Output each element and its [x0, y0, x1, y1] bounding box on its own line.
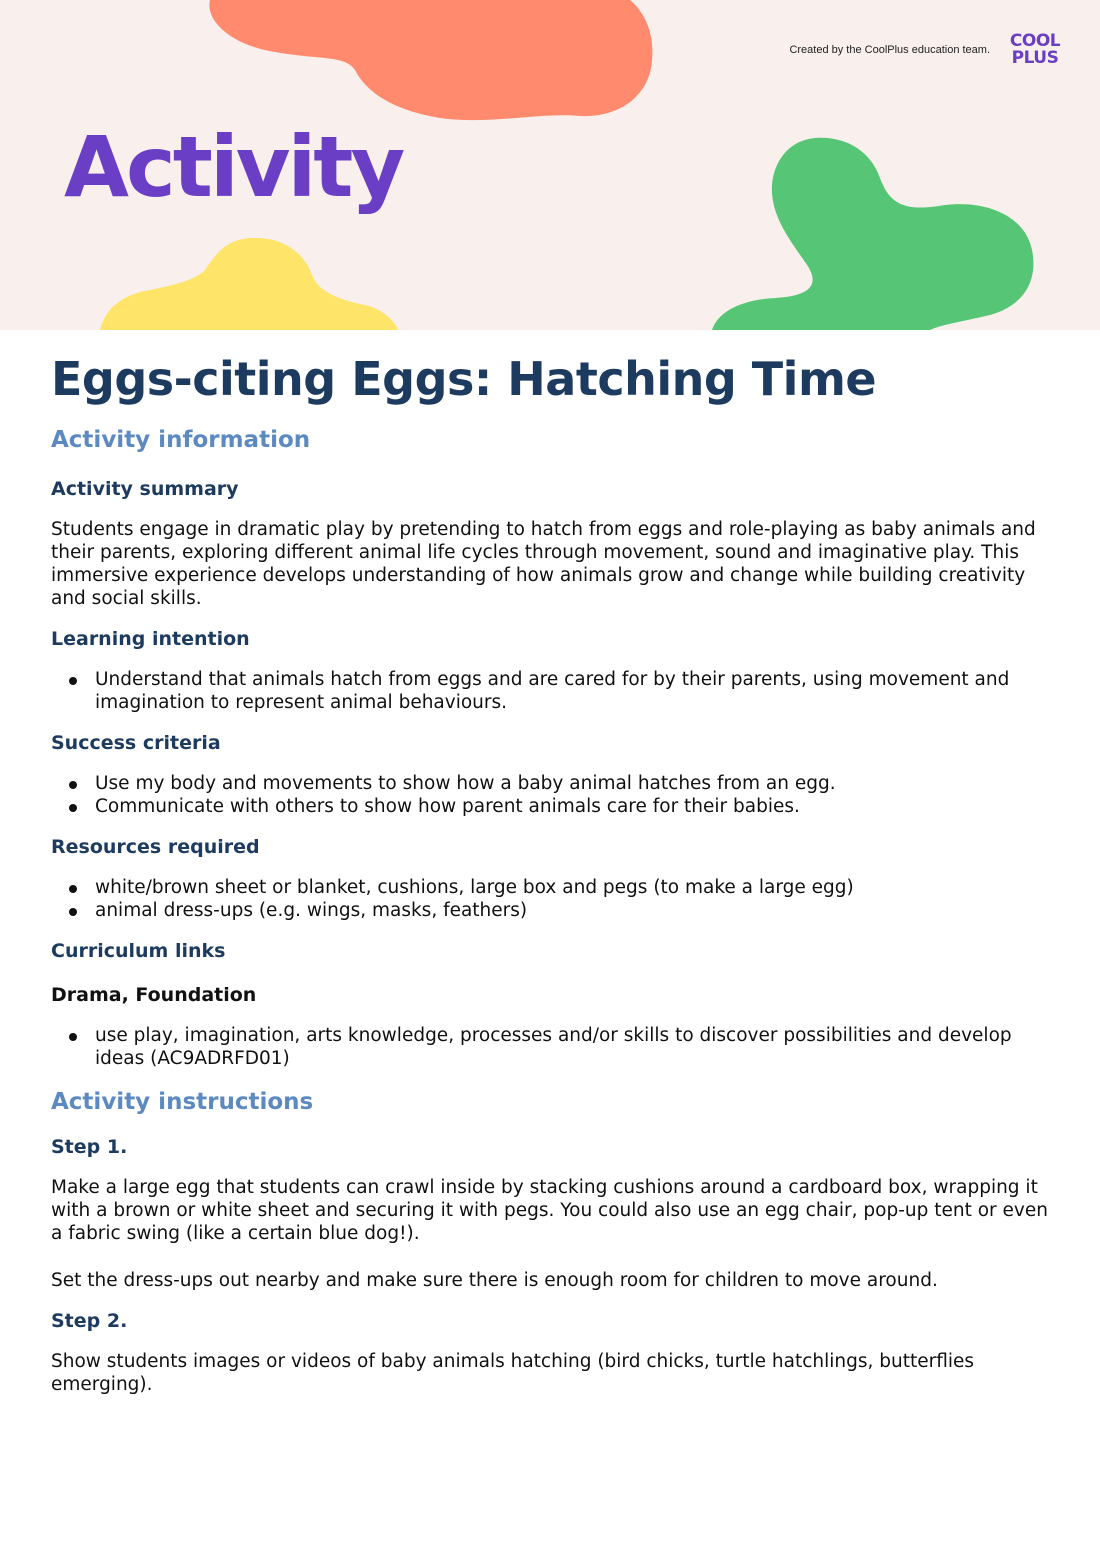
criteria-list — [51, 772, 1051, 818]
step2-paragraph-1: Show students images or videos of baby animals hatching (bird chicks, turtle hatchlings, butterflies emerging). — [51, 1351, 975, 1395]
criteria-heading: Success criteria — [51, 732, 221, 754]
header-banner — [0, 0, 1100, 330]
logo-line-cool: COOL — [1009, 31, 1061, 51]
summary-text: Students engage in dramatic play by pretending to hatch from eggs and role-playing as baby animals and their parents, exploring different animal life cycles through movement, sound and imaginative play. This immersive experience develops understanding of how animals grow and change while building creativity and social skills. — [51, 519, 1036, 609]
coral-blob — [209, 0, 652, 120]
list-item: animal dress-ups (e.g. wings, masks, feathers) — [51, 899, 1051, 922]
step1-paragraph-2: Set the dress-ups out nearby and make sure there is enough room for children to move around. — [51, 1270, 938, 1291]
yellow-blob — [100, 238, 398, 330]
curriculum-heading: Curriculum links — [51, 940, 226, 962]
list-item: Communicate with others to show how parent animals care for their babies. — [51, 795, 1051, 818]
summary-heading: Activity summary — [51, 478, 239, 500]
list-item: white/brown sheet or blanket, cushions, large box and pegs (to make a large egg) — [51, 876, 1051, 899]
coolplus-logo — [1000, 33, 1070, 67]
curriculum-subheading: Drama, Foundation — [51, 984, 257, 1006]
credit-text: Created by the CoolPlus education team. — [789, 44, 990, 56]
step2-heading: Step 2. — [51, 1310, 128, 1332]
list-item: use play, imagination, arts knowledge, processes and/or skills to discover possibilities and develop ideas (AC9ADRFD01) — [51, 1024, 1051, 1070]
resources-heading: Resources required — [51, 836, 260, 858]
main-content — [51, 350, 1051, 1396]
section-heading-info: Activity information — [51, 427, 311, 453]
list-item: Understand that animals hatch from eggs and are cared for by their parents, using movement and imagination to represent animal behaviours. — [51, 668, 1051, 714]
logo-line-plus: PLUS — [1011, 48, 1059, 68]
green-blob — [712, 138, 1033, 330]
page-title: Eggs-citing Eggs: Hatching Time — [51, 352, 877, 406]
resources-list — [51, 876, 1051, 922]
step1-paragraph-1: Make a large egg that students can crawl inside by stacking cushions around a cardboard box, wrapping it with a brown or white sheet and securing it with pegs. You could also use an egg chair, pop-up tent or even a fabric swing (like a certain blue dog!). — [51, 1177, 1048, 1244]
step1-heading: Step 1. — [51, 1136, 128, 1158]
intention-list — [51, 668, 1051, 714]
intention-heading: Learning intention — [51, 628, 250, 650]
list-item: Use my body and movements to show how a baby animal hatches from an egg. — [51, 772, 1051, 795]
curriculum-list — [51, 1024, 1051, 1070]
hero-title: Activity — [64, 118, 403, 216]
section-heading-instructions: Activity instructions — [51, 1089, 314, 1115]
